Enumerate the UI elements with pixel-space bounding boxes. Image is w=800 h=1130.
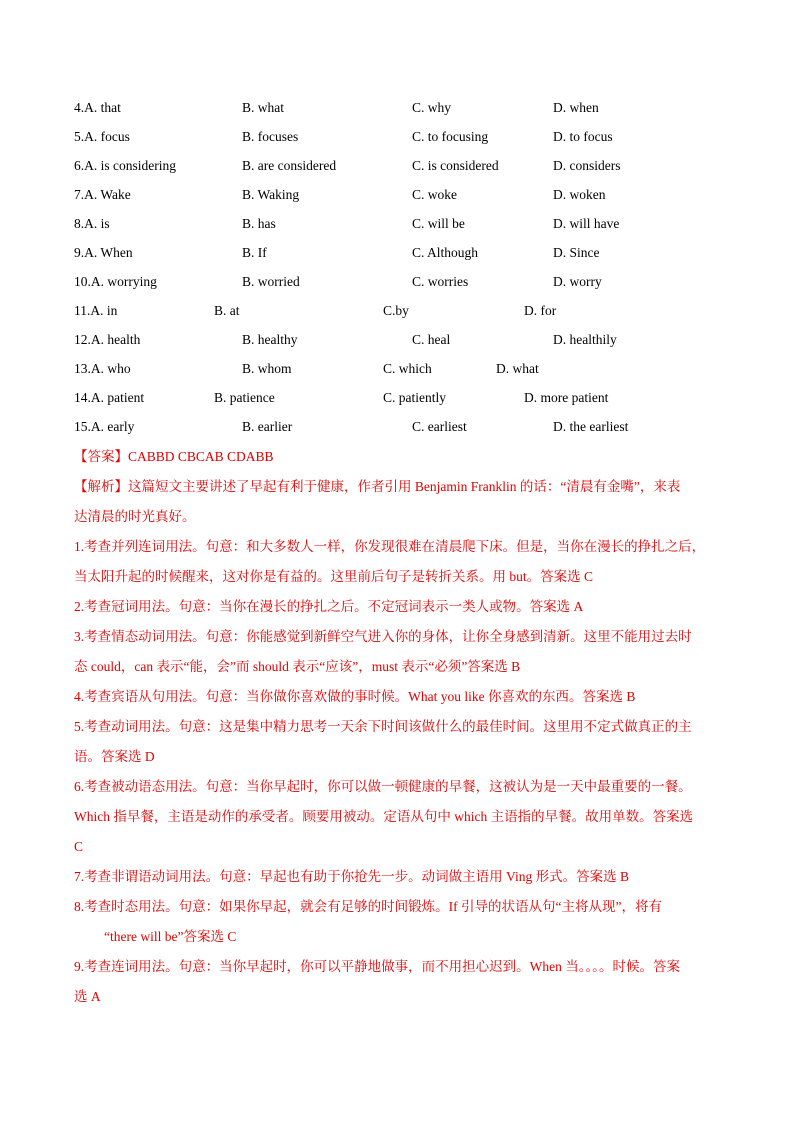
question-row — [0, 387, 800, 409]
analysis-line: 2.考查冠词用法。句意：当你在漫长的挣扎之后。不定冠词表示一类人或物。答案选 A — [74, 599, 584, 614]
option-b: B. are considered — [242, 158, 337, 173]
option-a: 7.A. Wake — [74, 187, 131, 202]
question-row — [0, 242, 800, 264]
answer-key — [74, 446, 734, 468]
option-c: C. to focusing — [412, 129, 489, 144]
option-d: D. woken — [553, 187, 606, 202]
question-row — [0, 300, 800, 322]
option-c: C. which — [383, 361, 432, 376]
option-a: 14.A. patient — [74, 390, 145, 405]
option-d: D. for — [524, 303, 557, 318]
option-d: D. will have — [553, 216, 620, 231]
analysis-line: 1.考查并列连词用法。句意：和大多数人一样，你发现很难在清晨爬下床。但是，当你在漫长的挣扎之后， — [74, 539, 706, 554]
option-d: D. healthily — [553, 332, 617, 347]
option-c: C. patiently — [383, 390, 446, 405]
analysis-line: 8.考查时态用法。句意：如果你早起，就会有足够的时间锻炼。If 引导的状语从句“主将从现”，将有 — [74, 899, 662, 914]
option-b: B. at — [214, 303, 240, 318]
option-b: B. healthy — [242, 332, 298, 347]
option-b: B. Waking — [242, 187, 300, 202]
option-d: D. worry — [553, 274, 602, 289]
option-d: D. more patient — [524, 390, 609, 405]
option-d: D. to focus — [553, 129, 613, 144]
question-row — [0, 213, 800, 235]
analysis-line: Which 指早餐，主语是动作的承受者。顾要用被动。定语从句中 which 主语指的早餐。故用单数。答案选 — [74, 809, 694, 824]
question-row — [0, 126, 800, 148]
option-b: B. worried — [242, 274, 300, 289]
analysis-line: 3.考查情态动词用法。句意：你能感觉到新鲜空气进入你的身体，让你全身感到清新。这里不能用过去时 — [74, 629, 692, 644]
analysis-line: 4.考查宾语从句用法。句意：当你做你喜欢做的事时候。What you like 你喜欢的东西。答案选 B — [74, 689, 636, 704]
analysis-line: 达清晨的时光真好。 — [74, 509, 196, 524]
analysis-block — [74, 476, 734, 1016]
option-a: 9.A. When — [74, 245, 133, 260]
option-c: C. woke — [412, 187, 457, 202]
option-c: C.by — [383, 303, 409, 318]
analysis-line: 态 could，can 表示“能，会”而 should 表示“应该”，must 表示“必须”答案选 B — [74, 659, 521, 674]
question-row — [0, 155, 800, 177]
analysis-line: C — [74, 839, 84, 854]
option-a: 11.A. in — [74, 303, 118, 318]
question-row — [0, 97, 800, 119]
analysis-line: 选 A — [74, 989, 101, 1004]
analysis-line: 【解析】这篇短文主要讲述了早起有利于健康，作者引用 Benjamin Franklin 的话：“清晨有金嘴”，来表 — [74, 479, 681, 494]
option-d: D. what — [496, 361, 539, 376]
analysis-line: 6.考查被动语态用法。句意：当你早起时，你可以做一顿健康的早餐，这被认为是一天中最重要的一餐。 — [74, 779, 692, 794]
option-b: B. focuses — [242, 129, 299, 144]
option-d: D. the earliest — [553, 419, 629, 434]
option-a: 8.A. is — [74, 216, 110, 231]
analysis-line: 当太阳升起的时候醒来，这对你是有益的。这里前后句子是转折关系。用 but。答案选 C — [74, 569, 594, 584]
option-a: 15.A. early — [74, 419, 135, 434]
option-c: C. heal — [412, 332, 451, 347]
option-a: 13.A. who — [74, 361, 131, 376]
option-b: B. what — [242, 100, 284, 115]
option-a: 12.A. health — [74, 332, 141, 347]
answer-key-text: 【答案】CABBD CBCAB CDABB — [74, 449, 274, 464]
option-d: D. considers — [553, 158, 621, 173]
option-d: D. when — [553, 100, 599, 115]
option-a: 4.A. that — [74, 100, 121, 115]
question-row — [0, 271, 800, 293]
analysis-line: 5.考查动词用法。句意：这是集中精力思考一天余下时间该做什么的最佳时间。这里用不定式做真正的主 — [74, 719, 692, 734]
analysis-line: 语。答案选 D — [74, 749, 155, 764]
option-d: D. Since — [553, 245, 600, 260]
option-a: 5.A. focus — [74, 129, 130, 144]
question-row — [0, 416, 800, 438]
option-a: 6.A. is considering — [74, 158, 176, 173]
analysis-line: “there will be”答案选 C — [104, 929, 237, 944]
option-b: B. whom — [242, 361, 292, 376]
option-c: C. is considered — [412, 158, 499, 173]
option-b: B. has — [242, 216, 276, 231]
option-c: C. worries — [412, 274, 469, 289]
option-b: B. If — [242, 245, 267, 260]
option-c: C. Although — [412, 245, 479, 260]
option-c: C. why — [412, 100, 452, 115]
option-b: B. patience — [214, 390, 275, 405]
analysis-line: 9.考查连词用法。句意：当你早起时，你可以平静地做事，而不用担心迟到。When 当。。。。时候。答案 — [74, 959, 680, 974]
question-row — [0, 358, 800, 380]
option-a: 10.A. worrying — [74, 274, 157, 289]
question-row — [0, 184, 800, 206]
option-b: B. earlier — [242, 419, 293, 434]
question-row — [0, 329, 800, 351]
option-c: C. will be — [412, 216, 465, 231]
analysis-line: 7.考查非谓语动词用法。句意：早起也有助于你抢先一步。动词做主语用 Ving 形式。答案选 B — [74, 869, 629, 884]
option-c: C. earliest — [412, 419, 467, 434]
